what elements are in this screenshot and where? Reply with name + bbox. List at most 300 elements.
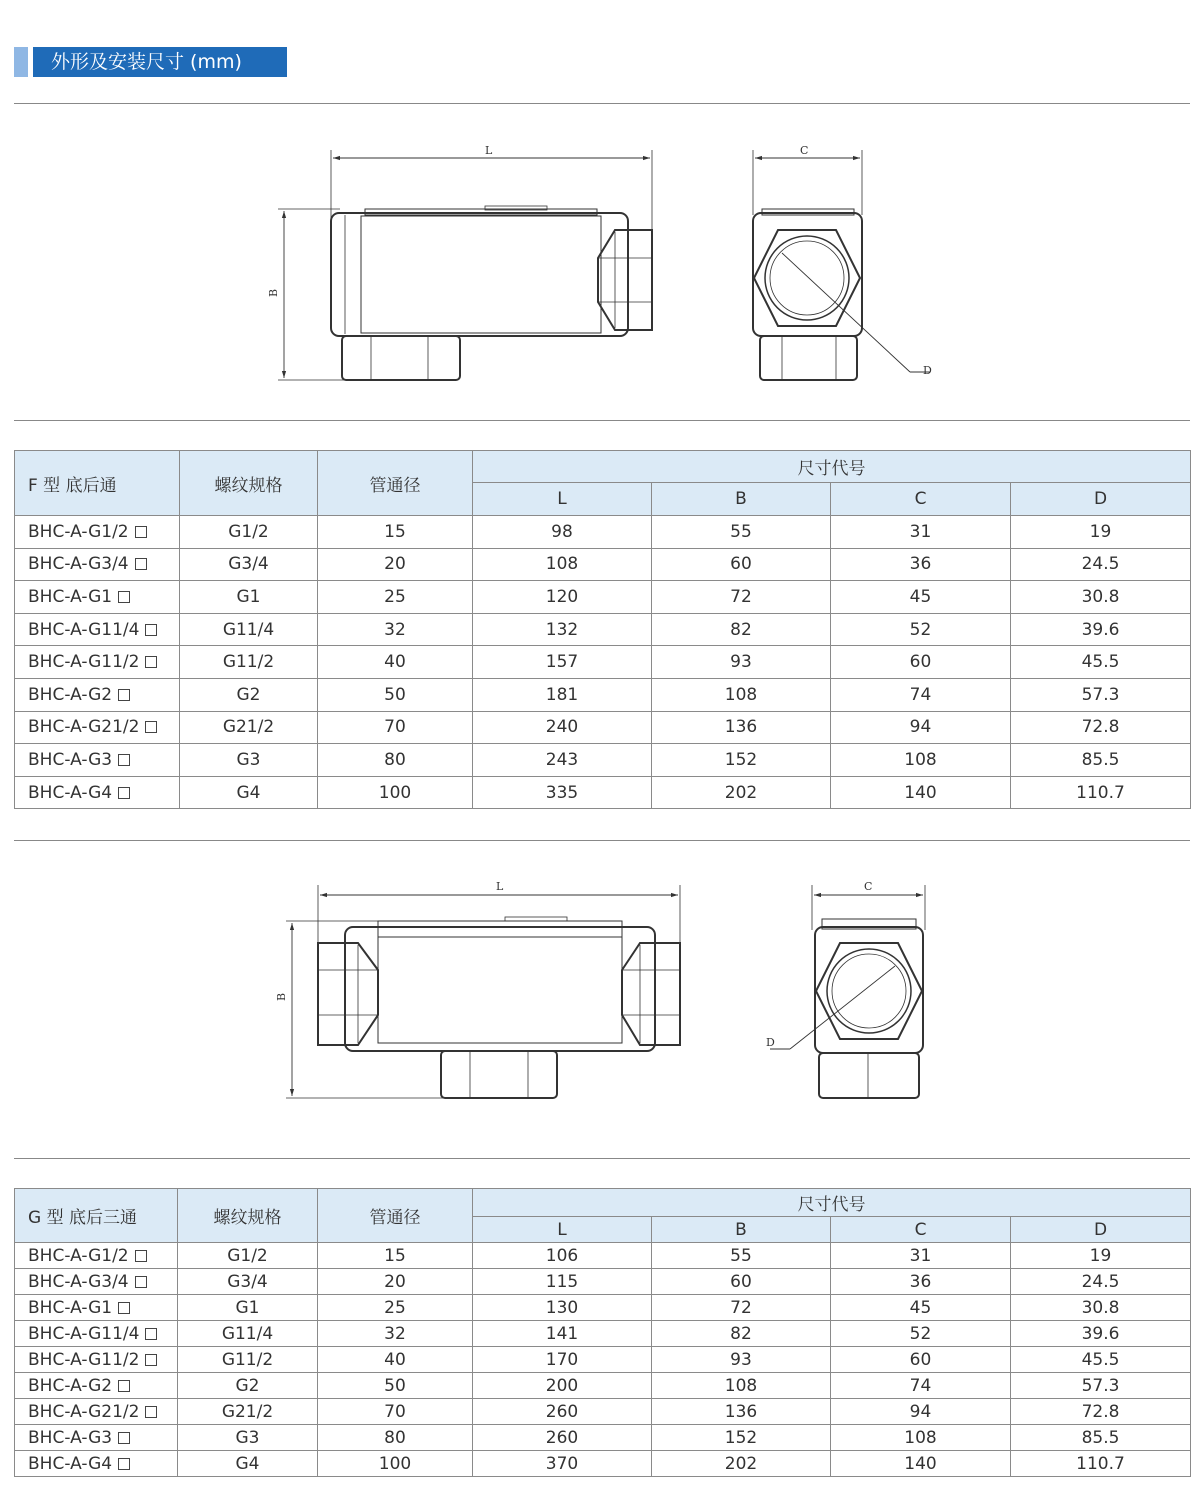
cell-text: 157 bbox=[545, 652, 579, 673]
cell-text: G11/2 bbox=[221, 1349, 274, 1370]
cell-text: 72 bbox=[730, 586, 752, 607]
cell-b bbox=[652, 1399, 831, 1425]
cell-thread bbox=[178, 1269, 318, 1295]
table-row bbox=[15, 1425, 1191, 1451]
col-thread: 螺纹规格 bbox=[180, 451, 318, 516]
cell-thread bbox=[178, 1399, 318, 1425]
cell-b bbox=[652, 1321, 831, 1347]
cell-pipe bbox=[318, 1295, 473, 1321]
cell-text: 260 bbox=[545, 1427, 579, 1448]
cell-text: BHC-A-G2 bbox=[28, 1375, 113, 1396]
col-b: B bbox=[652, 1217, 831, 1243]
cell-c bbox=[831, 776, 1011, 809]
cell-text: BHC-A-G21/2 bbox=[28, 717, 140, 738]
cell-text: 60 bbox=[730, 1271, 752, 1292]
cell-l bbox=[473, 776, 652, 809]
dim-label-l: L bbox=[485, 144, 493, 157]
cell-text: 39.6 bbox=[1081, 1323, 1120, 1344]
cell-c bbox=[831, 1243, 1011, 1269]
checkbox-square-icon bbox=[145, 1406, 157, 1418]
cell-text: G3 bbox=[236, 749, 261, 770]
cell-text: 240 bbox=[545, 717, 579, 738]
cell-text: 132 bbox=[545, 619, 579, 640]
cell-d bbox=[1011, 1451, 1191, 1477]
cell-l bbox=[473, 1243, 652, 1269]
cell-text: BHC-A-G2 bbox=[28, 684, 113, 705]
cell-text: 25 bbox=[384, 1297, 406, 1318]
cell-thread bbox=[180, 678, 318, 711]
cell-thread bbox=[178, 1243, 318, 1269]
cell-l bbox=[473, 1347, 652, 1373]
cell-text: G11/4 bbox=[221, 1323, 274, 1344]
cell-text: 24.5 bbox=[1081, 554, 1120, 575]
cell-l bbox=[473, 613, 652, 646]
cell-d bbox=[1011, 1399, 1191, 1425]
table-row bbox=[15, 581, 1191, 614]
cell-text: G1/2 bbox=[228, 521, 269, 542]
dim-label-l: L bbox=[496, 880, 504, 893]
cell-model bbox=[15, 1295, 178, 1321]
cell-text: 40 bbox=[384, 1349, 406, 1370]
cell-b bbox=[652, 1425, 831, 1451]
checkbox-square-icon bbox=[135, 1276, 147, 1288]
cell-l bbox=[473, 516, 652, 549]
cell-pipe bbox=[318, 613, 473, 646]
cell-d bbox=[1011, 1295, 1191, 1321]
cell-b bbox=[652, 678, 831, 711]
cell-text: 108 bbox=[904, 749, 937, 770]
cell-text: BHC-A-G11/2 bbox=[28, 652, 140, 673]
cell-text: 181 bbox=[545, 684, 579, 705]
cell-c bbox=[831, 1425, 1011, 1451]
cell-text: 141 bbox=[545, 1323, 579, 1344]
cell-text: 152 bbox=[724, 1427, 758, 1448]
checkbox-square-icon bbox=[145, 656, 157, 668]
cell-c bbox=[831, 581, 1011, 614]
cell-text: 120 bbox=[545, 586, 579, 607]
cell-c bbox=[831, 613, 1011, 646]
table-body bbox=[15, 1243, 1191, 1477]
cell-b bbox=[652, 613, 831, 646]
cell-text: G21/2 bbox=[222, 717, 275, 738]
cell-text: BHC-A-G3/4 bbox=[28, 554, 129, 575]
cell-model bbox=[15, 711, 180, 744]
cell-text: 57.3 bbox=[1081, 684, 1120, 705]
cell-thread bbox=[178, 1373, 318, 1399]
cell-text: BHC-A-G1 bbox=[28, 586, 113, 607]
cell-text: BHC-A-G3 bbox=[28, 749, 113, 770]
cell-thread bbox=[180, 581, 318, 614]
col-thread: 螺纹规格 bbox=[178, 1189, 318, 1243]
table-row bbox=[15, 1295, 1191, 1321]
cell-text: 98 bbox=[551, 521, 573, 542]
cell-d bbox=[1011, 1243, 1191, 1269]
cell-text: BHC-A-G11/2 bbox=[28, 1349, 140, 1370]
cell-model bbox=[15, 678, 180, 711]
divider bbox=[14, 420, 1190, 421]
cell-l bbox=[473, 1451, 652, 1477]
cell-text: BHC-A-G11/4 bbox=[28, 1323, 140, 1344]
cell-text: G21/2 bbox=[221, 1401, 274, 1422]
cell-thread bbox=[180, 516, 318, 549]
checkbox-square-icon bbox=[145, 721, 157, 733]
cell-l bbox=[473, 678, 652, 711]
cell-l bbox=[473, 548, 652, 581]
checkbox-square-icon bbox=[118, 1458, 130, 1470]
cell-text: 170 bbox=[545, 1349, 579, 1370]
cell-pipe bbox=[318, 1399, 473, 1425]
cell-text: 45.5 bbox=[1081, 652, 1120, 673]
cell-c bbox=[831, 1399, 1011, 1425]
cell-text: 60 bbox=[909, 652, 932, 673]
checkbox-square-icon bbox=[118, 787, 130, 799]
col-pipe: 管通径 bbox=[318, 451, 473, 516]
cell-text: 152 bbox=[724, 749, 758, 770]
cell-text: 260 bbox=[545, 1401, 579, 1422]
col-group: 尺寸代号 bbox=[473, 1189, 1191, 1217]
col-c: C bbox=[831, 1217, 1011, 1243]
cell-d bbox=[1011, 1347, 1191, 1373]
col-pipe: 管通径 bbox=[318, 1189, 473, 1243]
cell-text: 30.8 bbox=[1081, 1297, 1120, 1318]
cell-text: G3/4 bbox=[228, 554, 269, 575]
cell-model bbox=[15, 1451, 178, 1477]
cell-d bbox=[1011, 646, 1191, 679]
cell-text: 72.8 bbox=[1081, 717, 1120, 738]
cell-d bbox=[1011, 516, 1191, 549]
cell-model bbox=[15, 548, 180, 581]
checkbox-square-icon bbox=[118, 689, 130, 701]
cell-text: 32 bbox=[384, 619, 406, 640]
cell-text: 82 bbox=[730, 619, 752, 640]
checkbox-square-icon bbox=[135, 526, 147, 538]
cell-model bbox=[15, 744, 180, 777]
cell-text: 60 bbox=[909, 1349, 932, 1370]
table-row bbox=[15, 613, 1191, 646]
table-body bbox=[15, 516, 1191, 809]
cell-l bbox=[473, 1295, 652, 1321]
cell-text: 82 bbox=[730, 1323, 752, 1344]
cell-l bbox=[473, 1269, 652, 1295]
cell-c bbox=[831, 1269, 1011, 1295]
cell-l bbox=[473, 1373, 652, 1399]
cell-pipe bbox=[318, 581, 473, 614]
cell-b bbox=[652, 516, 831, 549]
cell-d bbox=[1011, 1425, 1191, 1451]
type-label: G 型 底后三通 bbox=[15, 1189, 178, 1243]
cell-text: BHC-A-G11/4 bbox=[28, 619, 140, 640]
cell-pipe bbox=[318, 1269, 473, 1295]
cell-c bbox=[831, 1295, 1011, 1321]
cell-b bbox=[652, 776, 831, 809]
cell-pipe bbox=[318, 1321, 473, 1347]
table-row bbox=[15, 711, 1191, 744]
col-d: D bbox=[1011, 483, 1191, 516]
cell-d bbox=[1011, 678, 1191, 711]
cell-d bbox=[1011, 711, 1191, 744]
cell-text: 72 bbox=[730, 1297, 752, 1318]
cell-text: 202 bbox=[724, 1453, 758, 1474]
cell-text: G2 bbox=[236, 684, 261, 705]
cell-b bbox=[652, 548, 831, 581]
cell-text: 15 bbox=[384, 1245, 406, 1266]
cell-text: 52 bbox=[909, 619, 932, 640]
cell-l bbox=[473, 581, 652, 614]
cell-text: 115 bbox=[545, 1271, 579, 1292]
cell-c bbox=[831, 1373, 1011, 1399]
dim-label-d: D bbox=[923, 364, 932, 377]
cell-pipe bbox=[318, 678, 473, 711]
cell-text: 93 bbox=[730, 652, 752, 673]
cell-text: 45 bbox=[909, 586, 932, 607]
cell-text: BHC-A-G21/2 bbox=[28, 1401, 140, 1422]
table-row bbox=[15, 1243, 1191, 1269]
checkbox-square-icon bbox=[118, 1432, 130, 1444]
cell-text: 55 bbox=[730, 1245, 752, 1266]
cell-text: 106 bbox=[545, 1245, 579, 1266]
cell-text: 130 bbox=[545, 1297, 579, 1318]
table-row bbox=[15, 1321, 1191, 1347]
cell-thread bbox=[178, 1295, 318, 1321]
cell-model bbox=[15, 516, 180, 549]
cell-c bbox=[831, 1347, 1011, 1373]
cell-pipe bbox=[318, 516, 473, 549]
cell-c bbox=[831, 548, 1011, 581]
cell-thread bbox=[180, 613, 318, 646]
cell-text: 15 bbox=[384, 521, 406, 542]
dim-label-b: B bbox=[267, 288, 280, 297]
cell-thread bbox=[180, 776, 318, 809]
cell-model bbox=[15, 646, 180, 679]
cell-pipe bbox=[318, 1373, 473, 1399]
cell-text: 108 bbox=[724, 1375, 758, 1396]
cell-text: 50 bbox=[384, 684, 406, 705]
cell-text: 25 bbox=[384, 586, 406, 607]
checkbox-square-icon bbox=[145, 1354, 157, 1366]
cell-c bbox=[831, 1321, 1011, 1347]
cell-text: 31 bbox=[909, 1245, 932, 1266]
cell-text: G1 bbox=[235, 1297, 260, 1318]
cell-thread bbox=[178, 1451, 318, 1477]
cell-model bbox=[15, 613, 180, 646]
cell-text: BHC-A-G3 bbox=[28, 1427, 113, 1448]
table-row bbox=[15, 1451, 1191, 1477]
cell-text: BHC-A-G1/2 bbox=[28, 1245, 129, 1266]
cell-d bbox=[1011, 776, 1191, 809]
cell-text: 140 bbox=[904, 782, 937, 803]
cell-b bbox=[652, 1295, 831, 1321]
cell-text: 335 bbox=[545, 782, 579, 803]
col-group: 尺寸代号 bbox=[473, 451, 1191, 483]
cell-text: BHC-A-G4 bbox=[28, 782, 113, 803]
table-row bbox=[15, 1399, 1191, 1425]
cell-text: 243 bbox=[545, 749, 579, 770]
cell-text: BHC-A-G3/4 bbox=[28, 1271, 129, 1292]
cell-text: 85.5 bbox=[1081, 1427, 1120, 1448]
type-label: F 型 底后通 bbox=[15, 451, 180, 516]
dim-label-c: C bbox=[864, 880, 873, 893]
cell-text: G4 bbox=[235, 1453, 260, 1474]
divider bbox=[14, 840, 1190, 841]
cell-l bbox=[473, 646, 652, 679]
cell-text: 31 bbox=[909, 521, 932, 542]
cell-text: 136 bbox=[724, 717, 758, 738]
dim-label-b: B bbox=[275, 992, 288, 1001]
cell-c bbox=[831, 1451, 1011, 1477]
cell-text: 19 bbox=[1089, 521, 1112, 542]
cell-thread bbox=[180, 744, 318, 777]
cell-text: 370 bbox=[545, 1453, 579, 1474]
cell-text: BHC-A-G4 bbox=[28, 1453, 113, 1474]
cell-text: 52 bbox=[909, 1323, 932, 1344]
cell-thread bbox=[180, 711, 318, 744]
cell-text: 140 bbox=[904, 1453, 937, 1474]
cell-text: 200 bbox=[545, 1375, 579, 1396]
cell-pipe bbox=[318, 776, 473, 809]
col-l: L bbox=[473, 1217, 652, 1243]
cell-d bbox=[1011, 581, 1191, 614]
cell-text: 19 bbox=[1089, 1245, 1112, 1266]
cell-b bbox=[652, 1451, 831, 1477]
cell-text: 110.7 bbox=[1076, 782, 1125, 803]
cell-text: G3 bbox=[235, 1427, 260, 1448]
cell-text: 74 bbox=[909, 684, 932, 705]
table-row bbox=[15, 776, 1191, 809]
cell-text: 20 bbox=[384, 554, 406, 575]
cell-b bbox=[652, 581, 831, 614]
cell-pipe bbox=[318, 548, 473, 581]
cell-thread bbox=[178, 1321, 318, 1347]
cell-b bbox=[652, 1269, 831, 1295]
table-row bbox=[15, 1269, 1191, 1295]
cell-model bbox=[15, 1347, 178, 1373]
cell-model bbox=[15, 581, 180, 614]
checkbox-square-icon bbox=[118, 754, 130, 766]
cell-text: 32 bbox=[384, 1323, 406, 1344]
cell-text: 24.5 bbox=[1081, 1271, 1120, 1292]
cell-c bbox=[831, 646, 1011, 679]
cell-text: G11/4 bbox=[222, 619, 275, 640]
cell-text: 108 bbox=[724, 684, 758, 705]
divider bbox=[14, 103, 1190, 104]
cell-model bbox=[15, 1321, 178, 1347]
cell-b bbox=[652, 1347, 831, 1373]
cell-pipe bbox=[318, 1451, 473, 1477]
cell-c bbox=[831, 678, 1011, 711]
cell-pipe bbox=[318, 646, 473, 679]
cell-c bbox=[831, 711, 1011, 744]
cell-text: 100 bbox=[378, 782, 412, 803]
cell-text: 110.7 bbox=[1076, 1453, 1125, 1474]
cell-d bbox=[1011, 1269, 1191, 1295]
table-row bbox=[15, 1373, 1191, 1399]
cell-pipe bbox=[318, 1425, 473, 1451]
cell-text: 108 bbox=[545, 554, 579, 575]
cell-text: 39.6 bbox=[1081, 619, 1120, 640]
cell-b bbox=[652, 744, 831, 777]
col-l: L bbox=[473, 483, 652, 516]
cell-d bbox=[1011, 1321, 1191, 1347]
checkbox-square-icon bbox=[145, 624, 157, 636]
cell-pipe bbox=[318, 744, 473, 777]
cell-text: 30.8 bbox=[1081, 586, 1120, 607]
cell-model bbox=[15, 1269, 178, 1295]
cell-text: 70 bbox=[384, 717, 406, 738]
cell-b bbox=[652, 1373, 831, 1399]
cell-text: 40 bbox=[384, 652, 406, 673]
col-c: C bbox=[831, 483, 1011, 516]
cell-text: 45.5 bbox=[1081, 1349, 1120, 1370]
cell-l bbox=[473, 1321, 652, 1347]
cell-thread bbox=[180, 646, 318, 679]
drawing-f-type bbox=[0, 110, 1200, 410]
cell-pipe bbox=[318, 1243, 473, 1269]
cell-model bbox=[15, 1399, 178, 1425]
cell-text: G2 bbox=[235, 1375, 260, 1396]
cell-l bbox=[473, 711, 652, 744]
cell-text: G11/2 bbox=[222, 652, 275, 673]
checkbox-square-icon bbox=[118, 591, 130, 603]
checkbox-square-icon bbox=[145, 1328, 157, 1340]
checkbox-square-icon bbox=[118, 1302, 130, 1314]
checkbox-square-icon bbox=[118, 1380, 130, 1392]
cell-text: 94 bbox=[909, 717, 932, 738]
cell-l bbox=[473, 1425, 652, 1451]
cell-thread bbox=[178, 1347, 318, 1373]
table-row bbox=[15, 678, 1191, 711]
cell-text: BHC-A-G1/2 bbox=[28, 521, 129, 542]
table-row bbox=[15, 646, 1191, 679]
cell-text: G4 bbox=[236, 782, 261, 803]
cell-text: G1 bbox=[236, 586, 261, 607]
cell-text: 36 bbox=[909, 1271, 932, 1292]
cell-d bbox=[1011, 1373, 1191, 1399]
cell-l bbox=[473, 1399, 652, 1425]
cell-text: 57.3 bbox=[1081, 1375, 1120, 1396]
cell-b bbox=[652, 711, 831, 744]
cell-b bbox=[652, 1243, 831, 1269]
cell-pipe bbox=[318, 1347, 473, 1373]
cell-model bbox=[15, 1425, 178, 1451]
cell-c bbox=[831, 516, 1011, 549]
cell-text: 80 bbox=[384, 1427, 406, 1448]
cell-thread bbox=[178, 1425, 318, 1451]
cell-d bbox=[1011, 548, 1191, 581]
cell-text: G1/2 bbox=[227, 1245, 268, 1266]
drawing-g-type bbox=[0, 855, 1200, 1115]
cell-thread bbox=[180, 548, 318, 581]
cell-text: 80 bbox=[384, 749, 406, 770]
cell-text: 93 bbox=[730, 1349, 752, 1370]
table-row bbox=[15, 1347, 1191, 1373]
cell-text: 108 bbox=[904, 1427, 937, 1448]
table-row bbox=[15, 548, 1191, 581]
checkbox-square-icon bbox=[135, 1250, 147, 1262]
col-b: B bbox=[652, 483, 831, 516]
cell-text: 72.8 bbox=[1081, 1401, 1120, 1422]
cell-text: 100 bbox=[378, 1453, 412, 1474]
cell-model bbox=[15, 1243, 178, 1269]
cell-text: BHC-A-G1 bbox=[28, 1297, 113, 1318]
cell-d bbox=[1011, 613, 1191, 646]
cell-text: 50 bbox=[384, 1375, 406, 1396]
cell-d bbox=[1011, 744, 1191, 777]
cell-text: 85.5 bbox=[1081, 749, 1120, 770]
checkbox-square-icon bbox=[135, 558, 147, 570]
cell-text: 74 bbox=[909, 1375, 932, 1396]
section-title: 外形及安装尺寸 (mm) bbox=[33, 47, 287, 77]
table-f-type bbox=[14, 450, 1191, 809]
